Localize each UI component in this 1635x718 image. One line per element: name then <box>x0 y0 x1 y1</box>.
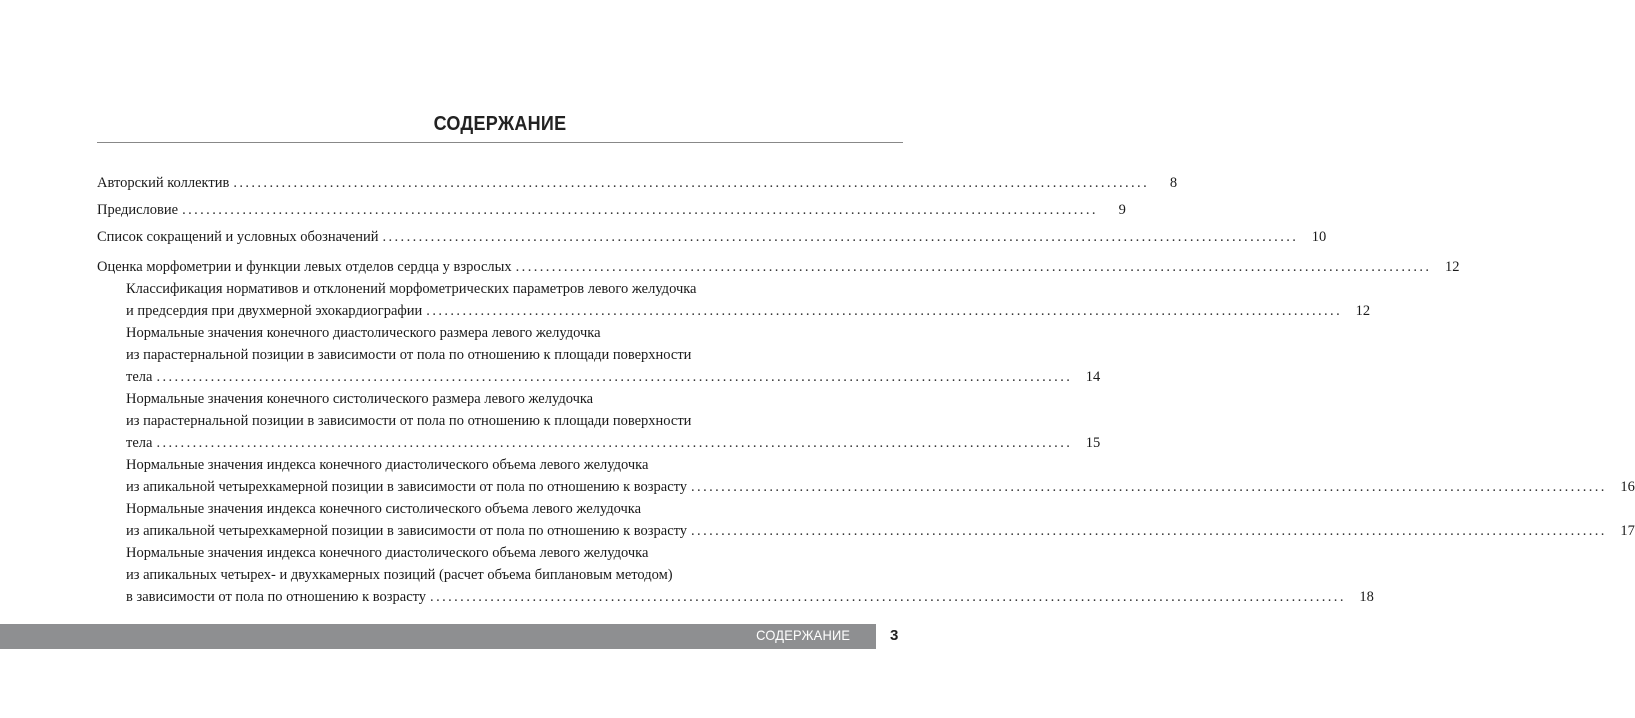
toc-entry-title: Нормальные значения индекса конечного систолического объема левого желудочка <box>126 501 642 517</box>
leader-dots: ........................................................................................................................................................ <box>382 229 1299 245</box>
footer-bar <box>0 624 876 649</box>
toc-entry-title: Нормальные значения индекса конечного диастолического объема левого желудочка <box>126 457 649 473</box>
toc-entry-title: из парастернальной позиции в зависимости от пола по отношению к площади поверхности <box>126 413 692 429</box>
toc-entry-authors[interactable] <box>97 172 1178 194</box>
toc-subentry[interactable] <box>97 388 1101 454</box>
toc-entry-title: Список сокращений и условных обозначений <box>97 229 379 245</box>
toc-entry-title: Предисловие <box>97 202 179 218</box>
toc-entry-title: Классификация нормативов и отклонений морфометрических параметров левого желудочка <box>126 281 697 297</box>
toc-entry-title: в зависимости от пола по отношению к возрасту <box>126 589 427 605</box>
toc-entry-preface[interactable] <box>97 199 1126 221</box>
toc-entry-title: из парастернальной позиции в зависимости от пола по отношению к площади поверхности <box>126 347 692 363</box>
toc-entry-title: тела <box>126 435 153 451</box>
leader-dots: ........................................................................................................................................................ <box>691 479 1607 495</box>
toc-page-number: 17 <box>1620 523 1635 539</box>
toc-page-number: 15 <box>1085 435 1101 451</box>
toc-subentry[interactable] <box>97 454 1635 498</box>
toc-page-number: 12 <box>1355 303 1371 319</box>
toc-entry-left-heart[interactable] <box>97 256 1460 278</box>
toc-entry-abbreviations[interactable] <box>97 226 1327 248</box>
toc-page-number: 8 <box>1169 175 1178 191</box>
toc-entry-title: Нормальные значения конечного систолического размера левого желудочка <box>126 391 594 407</box>
toc-subentry[interactable] <box>97 542 1374 608</box>
toc-page-number: 14 <box>1085 369 1101 385</box>
leader-dots: ........................................................................................................................................................ <box>182 202 1098 218</box>
toc-entry-title: тела <box>126 369 153 385</box>
toc-entry-title: и предсердия при двухмерной эхокардиографии <box>126 303 423 319</box>
toc-entry-title: Нормальные значения конечного диастолического размера левого желудочка <box>126 325 601 341</box>
toc-entry-title: Авторский коллектив <box>97 175 230 191</box>
toc-page-number: 18 <box>1359 589 1374 605</box>
toc-page-number: 9 <box>1118 202 1126 218</box>
toc-entry-title: из апикальной четырехкамерной позиции в зависимости от пола по отношению к возрасту <box>126 479 688 495</box>
leader-dots: ........................................................................................................................................................ <box>233 175 1150 191</box>
leader-dots: ........................................................................................................................................................ <box>156 435 1073 451</box>
toc-entry-title: Оценка морфометрии и функции левых отделов сердца у взрослых <box>97 259 512 275</box>
title-divider <box>97 142 903 143</box>
leader-dots: ........................................................................................................................................................ <box>691 523 1607 539</box>
footer-page-number: 3 <box>890 627 899 644</box>
leader-dots: ........................................................................................................................................................ <box>515 259 1432 275</box>
toc-entry-title: из апикальных четырех- и двухкамерных позиций (расчет объема биплановым методом) <box>126 567 673 583</box>
leader-dots: ........................................................................................................................................................ <box>430 589 1346 605</box>
toc-subentry[interactable] <box>97 278 1371 322</box>
toc-entry-title: из апикальной четырехкамерной позиции в зависимости от пола по отношению к возрасту <box>126 523 688 539</box>
toc-entry-title: Нормальные значения индекса конечного диастолического объема левого желудочка <box>126 545 649 561</box>
leader-dots: ........................................................................................................................................................ <box>426 303 1343 319</box>
page-title: СОДЕРЖАНИЕ <box>433 113 567 135</box>
toc-page-number: 16 <box>1620 479 1635 495</box>
toc-page-number: 10 <box>1311 229 1327 245</box>
footer-section-label: СОДЕРЖАНИЕ <box>756 627 850 643</box>
toc-page-number: 12 <box>1444 259 1460 275</box>
toc-subentry[interactable] <box>97 498 1635 542</box>
toc-subentry[interactable] <box>97 322 1101 388</box>
leader-dots: ........................................................................................................................................................ <box>156 369 1073 385</box>
table-of-contents <box>97 172 1635 608</box>
